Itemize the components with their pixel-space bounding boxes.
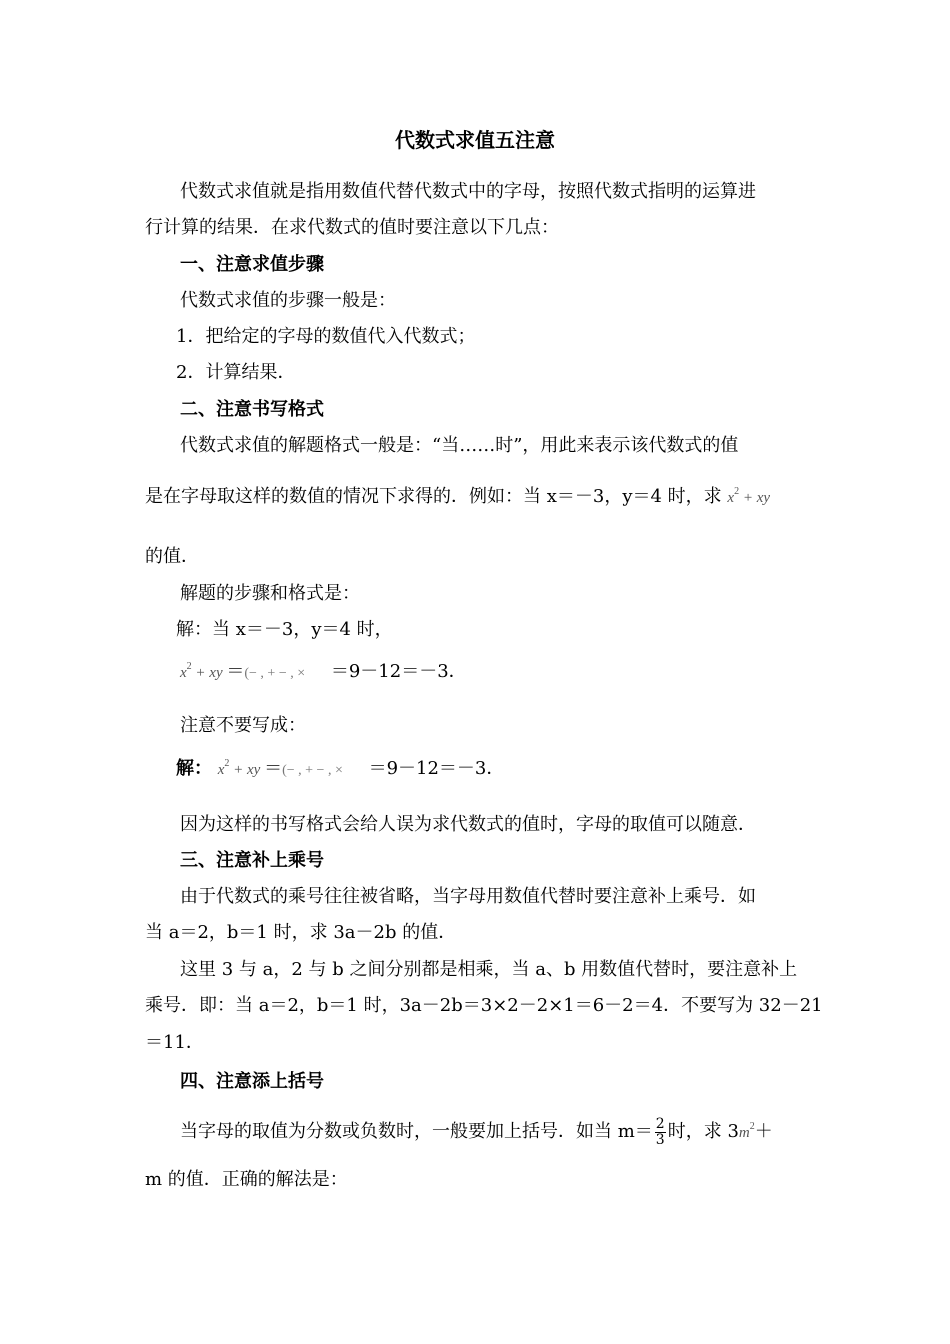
section-2-calc-line xyxy=(180,660,467,687)
math-x: x xyxy=(727,490,735,506)
section-2-para-6: 注意不要写成： xyxy=(180,715,306,736)
section-4-para-1-text: 当字母的取值为分数或负数时，一般要加上括号．如当 m＝ xyxy=(180,1121,653,1142)
section-4-para-1-mid: 时，求 3 xyxy=(667,1121,739,1142)
math-plus-xy: + xy xyxy=(233,762,261,778)
fraction-denominator: 3 xyxy=(655,1131,665,1148)
wrong-expression xyxy=(217,758,264,778)
section-4-para-1 xyxy=(180,1114,773,1153)
intro-line-2: 行计算的结果．在求代数式的值时要注意以下几点： xyxy=(145,217,559,238)
section-2-solution-line: 解：当 x＝－3，y＝4 时， xyxy=(176,619,393,640)
math-m: m xyxy=(738,1125,750,1141)
fraction-numerator: 2 xyxy=(655,1115,665,1132)
section-3-para-1b: 当 a＝2，b＝1 时，求 3a－2b 的值． xyxy=(145,922,457,943)
math-m-squared xyxy=(738,1121,755,1141)
section-3-heading: 三、注意补上乘号 xyxy=(180,850,324,871)
section-3-para-2a: 这里 3 与 a，2 与 b 之间分别都是相乘，当 a、b 用数值代替时，要注意补上 xyxy=(180,959,798,980)
section-4-para-1-end: ＋ xyxy=(754,1121,773,1142)
math-equals: ＝ xyxy=(226,661,245,682)
math-x: x xyxy=(180,665,187,681)
section-2-para-2 xyxy=(145,485,770,512)
section-2-para-2-text: 是在字母取这样的数值的情况下求得的．例如：当 x＝－3，y＝4 时，求 xyxy=(145,486,722,507)
section-1-step-2: 2．计算结果． xyxy=(176,362,296,383)
calc-expression xyxy=(180,661,226,681)
math-equals: ＝ xyxy=(264,758,283,779)
wrong-result: ＝9－12＝－3． xyxy=(368,758,505,779)
section-2-wrong-line xyxy=(176,757,504,784)
section-2-para-1: 代数式求值的解题格式一般是：“当……时”，用此来表示该代数式的值 xyxy=(180,435,739,456)
document-title: 代数式求值五注意 xyxy=(395,128,555,152)
section-3-para-1a: 由于代数式的乘号往往被省略，当字母用数值代替时要注意补上乘号．如 xyxy=(180,886,756,907)
expression-x2-plus-xy xyxy=(727,486,771,506)
section-2-para-4: 解题的步骤和格式是： xyxy=(180,583,360,604)
math-plus-xy: + xy xyxy=(742,490,771,506)
section-1-para: 代数式求值的步骤一般是： xyxy=(180,290,396,311)
section-3-para-2c: ＝11． xyxy=(145,1032,204,1053)
section-4-heading: 四、注意添上括号 xyxy=(180,1071,324,1092)
math-plus-xy: + xy xyxy=(195,665,223,681)
section-1-step-1: 1．把给定的字母的数值代入代数式； xyxy=(176,326,476,347)
math-x: x xyxy=(217,762,225,778)
math-substitution-residue: (− , + − , × xyxy=(282,763,343,778)
section-4-para-2: m 的值．正确的解法是： xyxy=(145,1169,348,1190)
math-exponent: 2 xyxy=(224,758,230,769)
section-1-heading: 一、注意求值步骤 xyxy=(180,254,324,275)
wrong-label: 解： xyxy=(176,758,212,779)
math-substitution-residue: (− , + − , × xyxy=(244,666,306,681)
fraction-two-thirds xyxy=(655,1117,666,1148)
math-exponent: 2 xyxy=(749,1121,755,1132)
section-2-para-3: 的值． xyxy=(145,546,199,567)
section-2-heading: 二、注意书写格式 xyxy=(180,399,324,420)
math-exponent: 2 xyxy=(186,661,192,672)
section-3-para-2b: 乘号．即：当 a＝2，b＝1 时，3a－2b＝3×2－2×1＝6－2＝4．不要写为 32－21 xyxy=(145,995,823,1016)
section-2-para-7: 因为这样的书写格式会给人误为求代数式的值时，字母的取值可以随意． xyxy=(180,814,756,835)
math-exponent: 2 xyxy=(734,486,740,497)
calc-result: ＝9－12＝－3． xyxy=(330,661,467,682)
intro-line-1: 代数式求值就是指用数值代替代数式中的字母，按照代数式指明的运算进 xyxy=(180,181,756,202)
